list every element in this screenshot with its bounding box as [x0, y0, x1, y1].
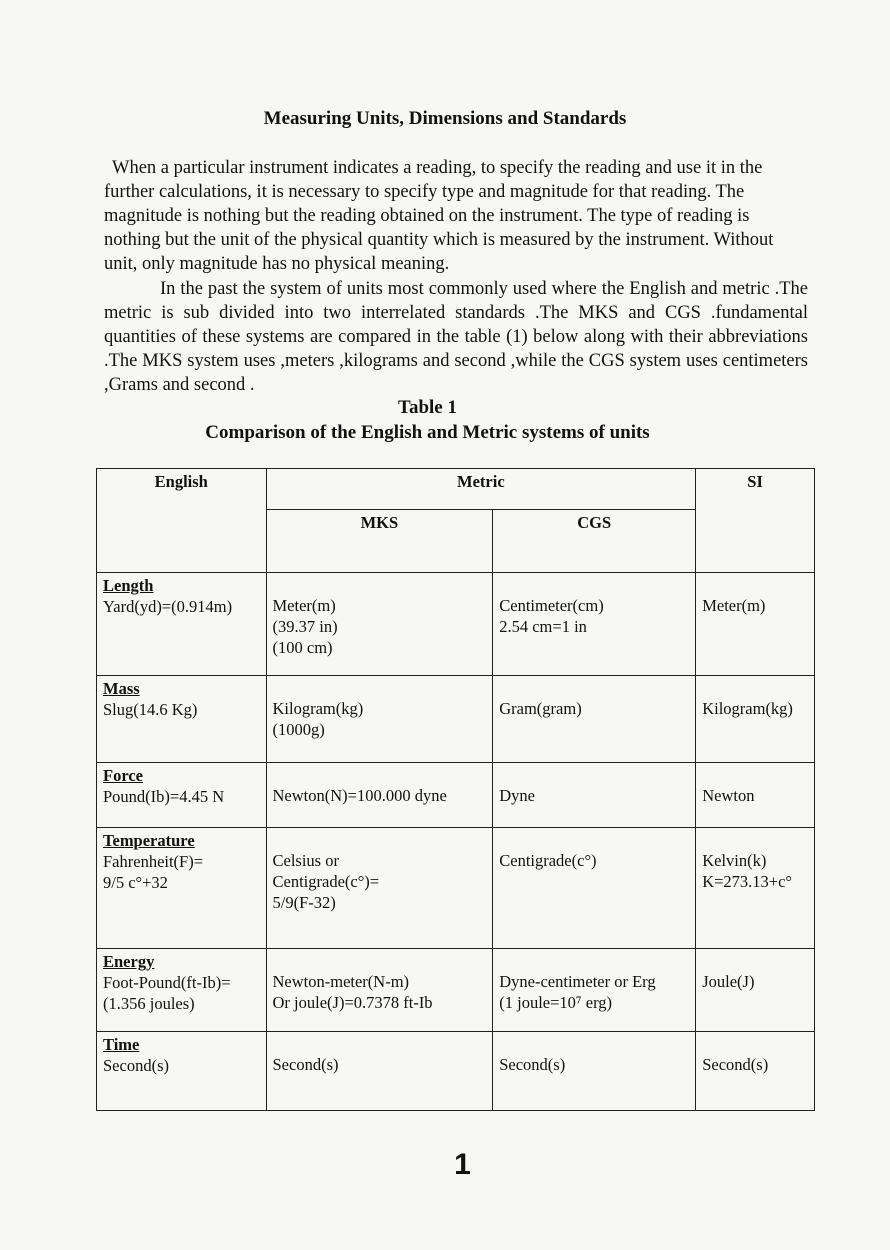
table-label: Table 1	[398, 397, 457, 418]
mks-unit: 5/9(F-32)	[272, 893, 336, 912]
cell-si	[696, 1032, 815, 1111]
cgs-unit: Centimeter(cm)	[499, 596, 604, 615]
header-mks: MKS	[266, 510, 493, 573]
quantity-label: Time	[103, 1035, 140, 1054]
cell-english	[97, 1032, 267, 1111]
cell-si	[696, 949, 815, 1032]
cell-cgs	[493, 1032, 696, 1111]
quantity-label: Temperature	[103, 831, 195, 850]
document-title: Measuring Units, Dimensions and Standards	[263, 108, 627, 129]
cell-cgs	[493, 763, 696, 828]
mks-unit: (100 cm)	[272, 638, 333, 657]
cell-cgs	[493, 676, 696, 763]
header-english: English	[97, 469, 267, 573]
si-unit: Joule(J)	[702, 972, 755, 991]
cell-si	[696, 828, 815, 949]
mks-unit: Second(s)	[272, 1055, 339, 1074]
english-unit: Pound(Ib)=4.45 N	[103, 787, 225, 806]
cell-si	[696, 573, 815, 676]
table-row	[97, 828, 815, 949]
mks-unit: Newton(N)=100.000 dyne	[272, 786, 447, 805]
page-number: 1	[454, 1148, 471, 1181]
mks-unit: Newton-meter(N-m)	[272, 972, 410, 991]
cell-cgs	[493, 573, 696, 676]
cell-mks	[266, 763, 493, 828]
english-unit: Second(s)	[103, 1056, 169, 1075]
units-comparison-table	[96, 468, 815, 1111]
quantity-label: Force	[103, 766, 144, 785]
si-unit: Newton	[702, 786, 755, 805]
mks-unit: (1000g)	[272, 720, 325, 739]
header-si: SI	[696, 469, 815, 573]
english-unit: Slug(14.6 Kg)	[103, 700, 198, 719]
cgs-unit: Dyne-centimeter or Erg	[499, 972, 656, 991]
mks-unit: Meter(m)	[272, 596, 336, 615]
english-unit: 9/5 c°+32	[103, 873, 168, 892]
si-unit: Kelvin(k)	[702, 851, 767, 870]
cell-mks	[266, 949, 493, 1032]
cell-si	[696, 763, 815, 828]
table-caption: Comparison of the English and Metric systems of units	[205, 422, 650, 443]
si-unit: Kilogram(kg)	[702, 699, 793, 718]
english-unit: (1.356 joules)	[103, 994, 195, 1013]
si-unit: Second(s)	[702, 1055, 769, 1074]
table-row	[97, 949, 815, 1032]
table-row	[97, 763, 815, 828]
cell-mks	[266, 573, 493, 676]
english-unit: Fahrenheit(F)=	[103, 852, 204, 871]
mks-unit: (39.37 in)	[272, 617, 338, 636]
english-unit: Foot-Pound(ft-Ib)=	[103, 973, 231, 992]
cell-si	[696, 676, 815, 763]
cell-mks	[266, 1032, 493, 1111]
mks-unit: Or joule(J)=0.7378 ft-Ib	[272, 993, 433, 1012]
english-unit: Yard(yd)=(0.914m)	[103, 597, 233, 616]
cgs-unit: Dyne	[499, 786, 535, 805]
cell-english	[97, 763, 267, 828]
cell-mks	[266, 828, 493, 949]
intro-paragraph: When a particular instrument indicates a reading, to specify the reading and use it in the further calculations, it is necessary to specify type and magnitude for that reading. The magnitude is nothing but the reading obtained on the instrument. The type of reading is nothing but the unit of the physical quantity which is measured by the instrument. Without unit, only magnitude has no physical meaning.	[104, 158, 774, 274]
mks-unit: Celsius or	[272, 851, 339, 870]
si-unit: K=273.13+c°	[702, 872, 793, 891]
mks-unit: Centigrade(c°)=	[272, 872, 380, 891]
cell-english	[97, 949, 267, 1032]
cell-english	[97, 676, 267, 763]
table-row	[97, 676, 815, 763]
cell-cgs	[493, 828, 696, 949]
si-unit: Meter(m)	[702, 596, 766, 615]
cgs-unit: (1 joule=10⁷ erg)	[499, 993, 613, 1012]
quantity-label: Energy	[103, 952, 155, 971]
history-paragraph: In the past the system of units most commonly used where the English and metric .The metric is sub divided into two interrelated standards .The MKS and CGS .fundamental quantities of these systems are compared in the table (1) below along with their abbreviations .The MKS system uses ,meters ,kilograms and second ,while the CGS system uses centimeters ,Grams and second .	[104, 279, 808, 395]
table-row	[97, 573, 815, 676]
cell-cgs	[493, 949, 696, 1032]
cgs-unit: Second(s)	[499, 1055, 566, 1074]
table-row	[97, 1032, 815, 1111]
quantity-label: Length	[103, 576, 154, 595]
cell-english	[97, 828, 267, 949]
mks-unit: Kilogram(kg)	[272, 699, 364, 718]
cell-english	[97, 573, 267, 676]
cell-mks	[266, 676, 493, 763]
cgs-unit: 2.54 cm=1 in	[499, 617, 587, 636]
cgs-unit: Centigrade(c°)	[499, 851, 597, 870]
header-metric: Metric	[266, 469, 696, 510]
header-cgs: CGS	[493, 510, 696, 573]
table-header-row	[97, 469, 815, 510]
cgs-unit: Gram(gram)	[499, 699, 582, 718]
quantity-label: Mass	[103, 679, 140, 698]
